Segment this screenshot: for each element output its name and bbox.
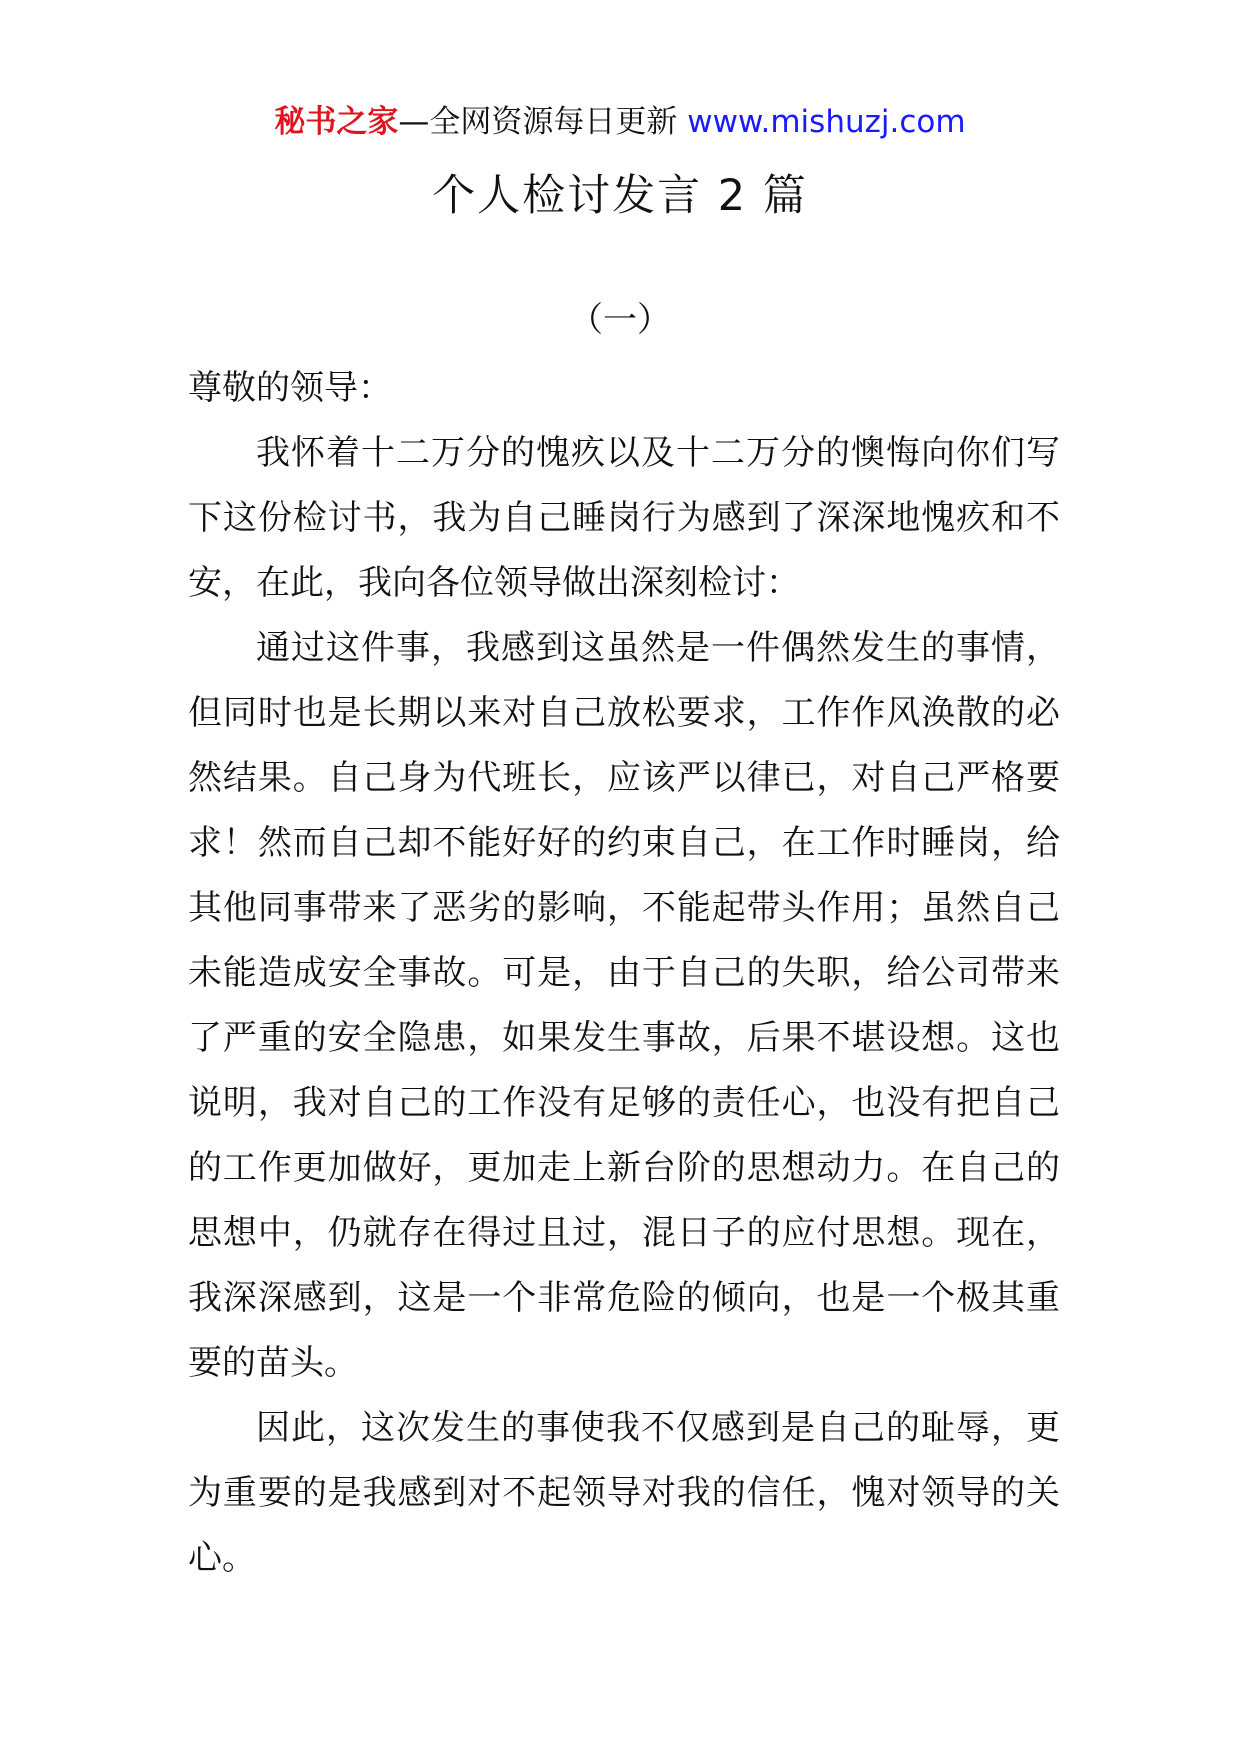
paragraph: 我怀着十二万分的愧疚以及十二万分的懊悔向你们写下这份检讨书，我为自己睡岗行为感到了深深地愧疚和不安，在此，我向各位领导做出深刻检讨： <box>188 433 1060 603</box>
salutation: 尊敬的领导： <box>188 368 392 408</box>
header-tagline: —全网资源每日更新 <box>398 104 688 140</box>
paragraph: 因此，这次发生的事使我不仅感到是自己的耻辱，更为重要的是我感到对不起领导对我的信任，愧对领导的关心。 <box>188 1408 1060 1578</box>
site-url-link[interactable]: www.mishuzj.com <box>687 104 966 140</box>
site-header <box>0 100 1240 144</box>
document-body <box>188 356 1060 1591</box>
brand-name: 秘书之家 <box>274 104 399 140</box>
document-title: 个人检讨发言 2 篇 <box>432 171 808 221</box>
section-label: （一） <box>569 300 671 340</box>
paragraph: 通过这件事，我感到这虽然是一件偶然发生的事情，但同时也是长期以来对自己放松要求，工作作风涣散的必然结果。自己身为代班长，应该严以律已，对自己严格要求！然而自己却不能好好的约束自己，在工作时睡岗，给其他同事带来了恶劣的影响，不能起带头作用；虽然自己未能造成安全事故。可是，由于自己的失职，给公司带来了严重的安全隐患，如果发生事故，后果不堪设想。这也说明，我对自己的工作没有足够的责任心，也没有把自己的工作更加做好，更加走上新台阶的思想动力。在自己的思想中，仍就存在得过且过，混日子的应付思想。现在，我深深感到，这是一个非常危险的倾向，也是一个极其重要的苗头。 <box>188 628 1060 1383</box>
